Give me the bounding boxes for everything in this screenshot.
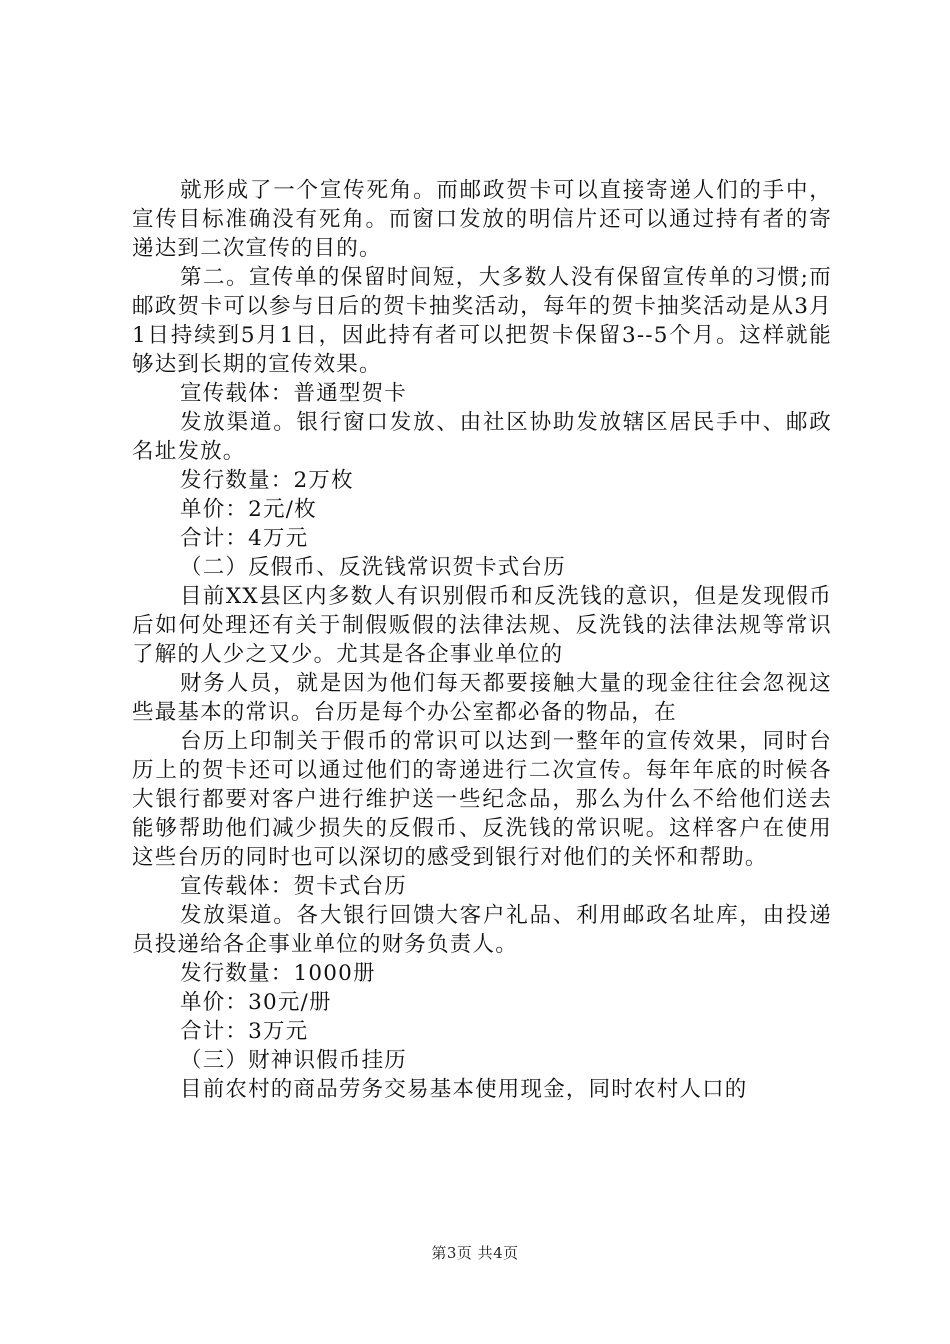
page-number: 第3页 共4页 (431, 1244, 519, 1262)
document-body (132, 176, 832, 1104)
section-heading: （二）反假币、反洗钱常识贺卡式台历 (180, 555, 566, 580)
paragraph: 财务人员，就是因为他们每天都要接触大量的现金往往会忽视这些最基本的常识。台历是每个办公室都必备的物品，在 (132, 671, 832, 725)
paragraph: 发行数量：2万枚 (180, 468, 354, 493)
paragraph: 第二。宣传单的保留时间短，大多数人没有保留宣传单的习惯;而邮政贺卡可以参与日后的贺卡抽奖活动，每年的贺卡抽奖活动是从3月1日持续到5月1日，因此持有者可以把贺卡保留3--5个月。这样就能够达到长期的宣传效果。 (132, 265, 832, 377)
paragraph: 宣传载体：贺卡式台历 (180, 874, 408, 899)
paragraph: 就形成了一个宣传死角。而邮政贺卡可以直接寄递人们的手中，宣传目标准确没有死角。而窗口发放的明信片还可以通过持有者的寄递达到二次宣传的目的。 (132, 178, 832, 261)
paragraph: 目前农村的商品劳务交易基本使用现金，同时农村人口的 (180, 1077, 748, 1102)
paragraph: 合计：3万元 (180, 1019, 309, 1044)
paragraph: 台历上印制关于假币的常识可以达到一整年的宣传效果，同时台历上的贺卡还可以通过他们的寄递进行二次宣传。每年年底的时候各大银行都要对客户进行维护送一些纪念品，那么为什么不给他们送去能够帮助他们减少损失的反假币、反洗钱的常识呢。这样客户在使用这些台历的同时也可以深切的感受到银行对他们的关怀和帮助。 (132, 729, 832, 870)
paragraph: 发放渠道。银行窗口发放、由社区协助发放辖区居民手中、邮政名址发放。 (132, 410, 832, 464)
paragraph: 单价：30元/册 (180, 990, 332, 1015)
paragraph: 合计：4万元 (180, 526, 309, 551)
section-heading: （三）财神识假币挂历 (180, 1048, 408, 1073)
paragraph: 目前XX县区内多数人有识别假币和反洗钱的意识，但是发现假币后如何处理还有关于制假贩假的法律法规、反洗钱的法律法规等常识了解的人少之又少。尤其是各企事业单位的 (132, 584, 832, 667)
paragraph: 宣传载体：普通型贺卡 (180, 381, 408, 406)
paragraph: 发行数量：1000册 (180, 961, 376, 986)
paragraph: 单价：2元/枚 (180, 497, 317, 522)
paragraph: 发放渠道。各大银行回馈大客户礼品、利用邮政名址库，由投递员投递给各企事业单位的财务负责人。 (132, 903, 832, 957)
